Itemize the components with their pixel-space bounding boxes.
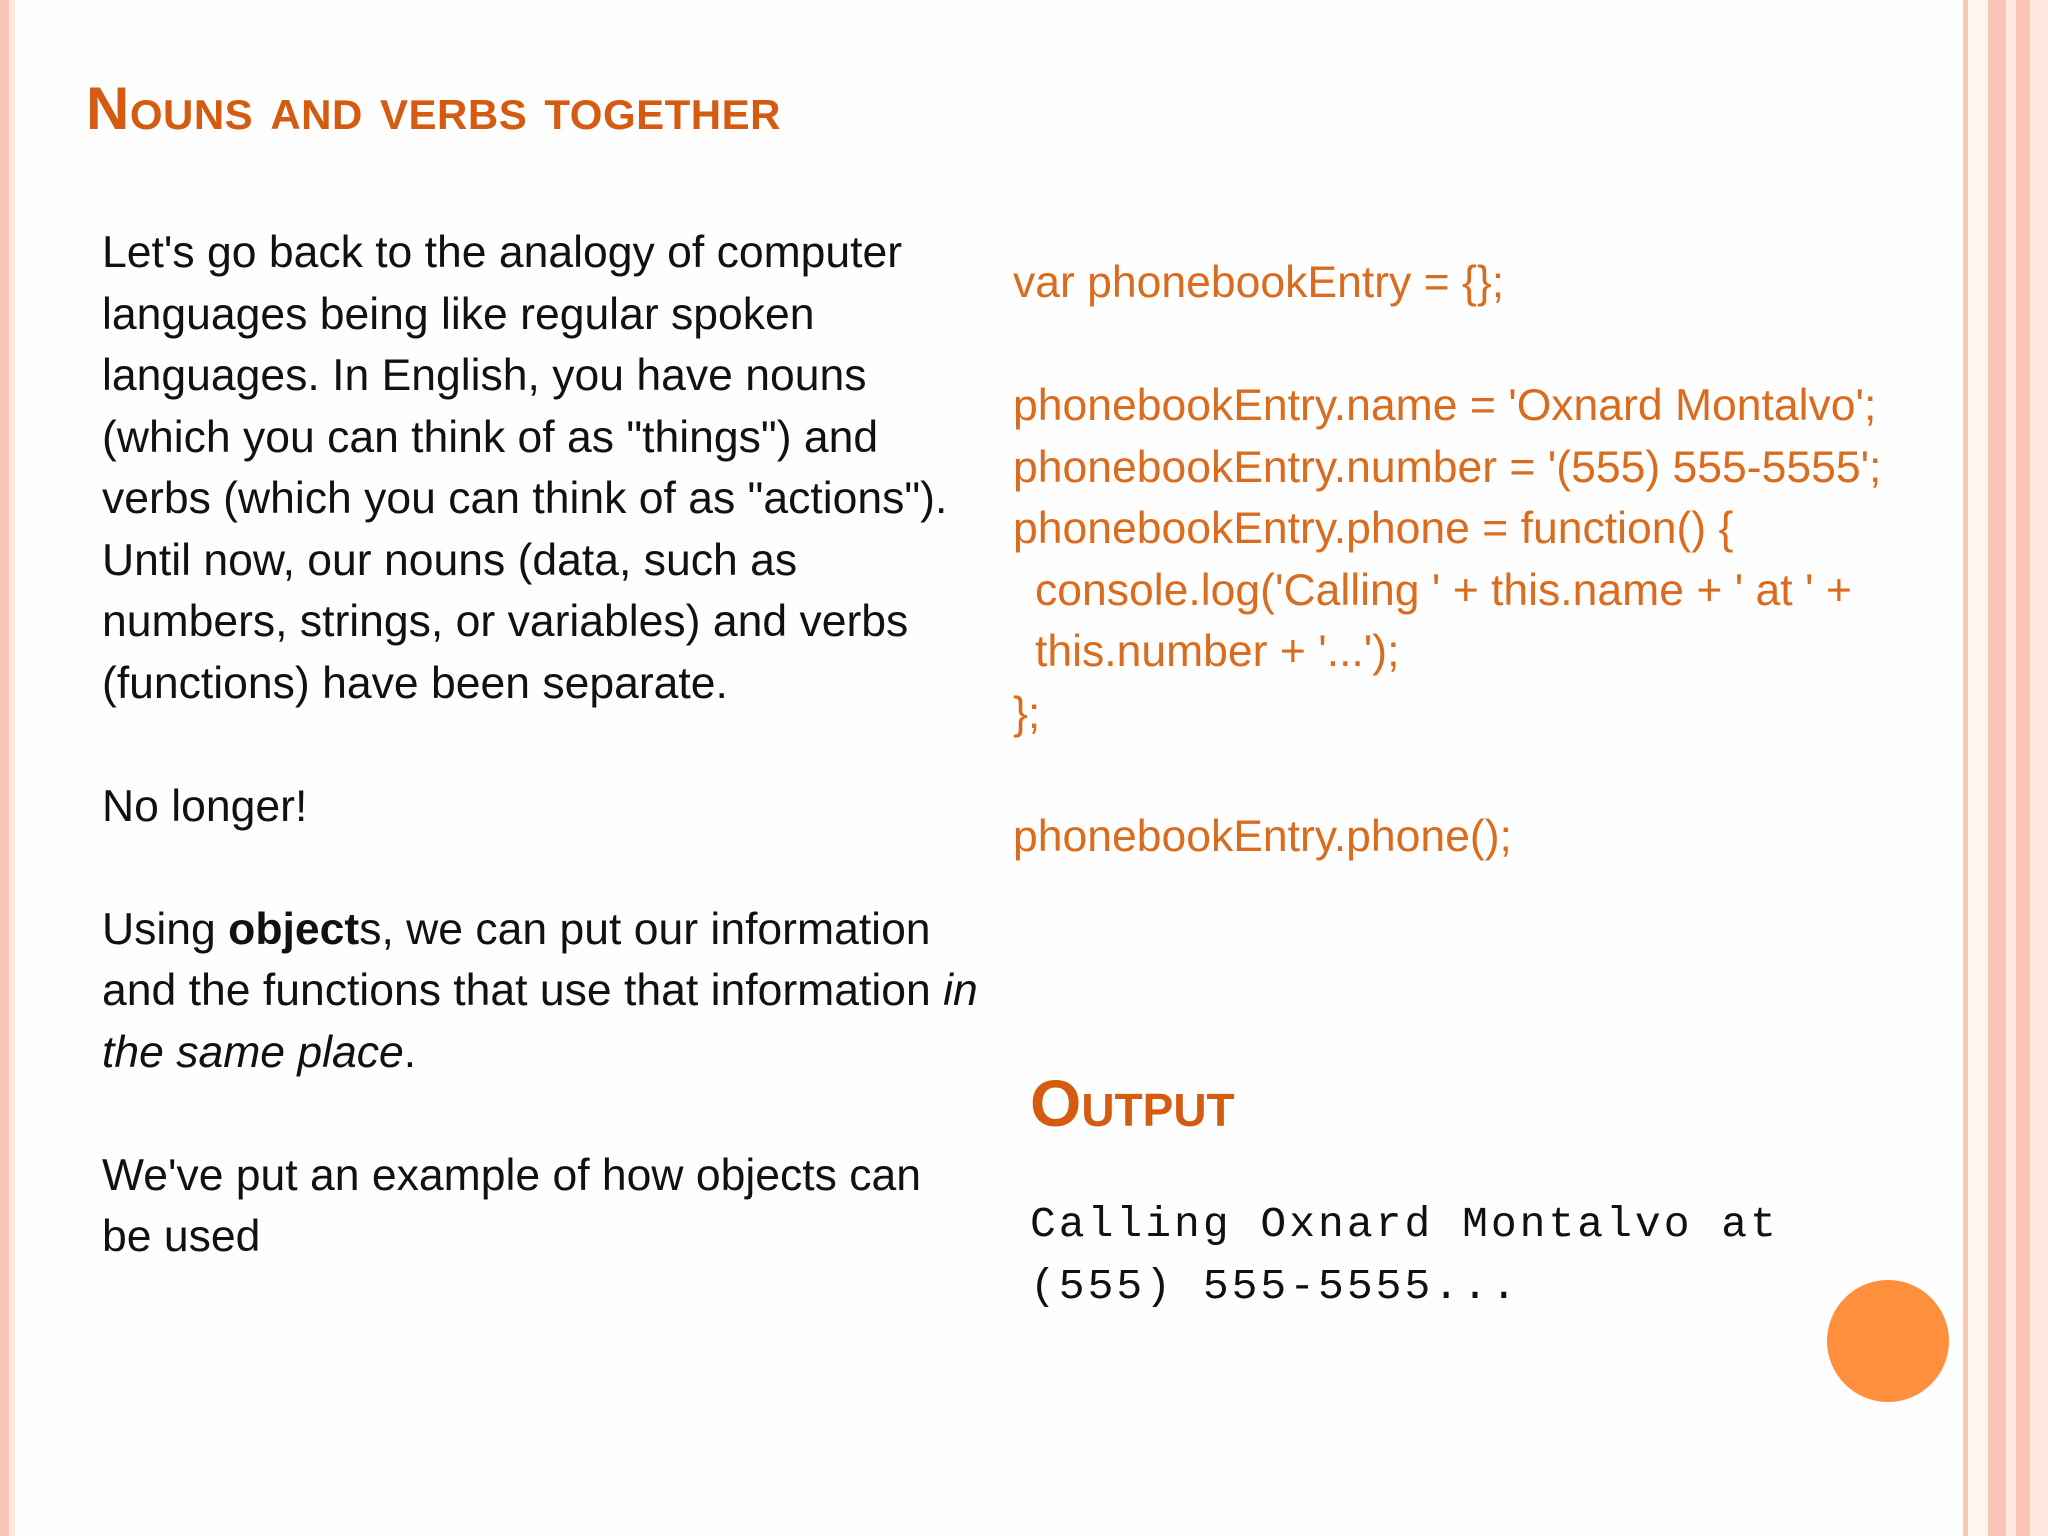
right-border-stripe — [2030, 0, 2048, 1536]
code-line-name: phonebookEntry.name = 'Oxnard Montalvo'; — [1013, 381, 1877, 430]
code-sample — [1013, 252, 1913, 867]
code-blank-line — [1013, 744, 1913, 806]
right-border-stripe — [2016, 0, 2030, 1536]
code-line-console-log: console.log('Calling ' + this.name + ' at ' + this.number + '...'); — [1035, 565, 1852, 676]
output-line-2: (555) 555-5555... — [1030, 1261, 1520, 1311]
output-heading: Output — [1030, 1066, 1235, 1140]
output-line-1: Calling Oxnard Montalvo at — [1030, 1200, 1779, 1249]
code-line-close: }; — [1013, 688, 1041, 738]
intro-paragraph: Let's go back to the analogy of computer languages being like regular spoken languages. In English, you have nouns (which you can think of as "things") and verbs (which you can think of as "actions"). Until now, our nouns (data, such as numbers, strings, or variables) and verbs (functions) have been separate. — [102, 228, 948, 708]
code-blank-line — [1013, 314, 1913, 376]
objects-text-after: s, we can put our information and the functions that use that information — [102, 904, 944, 1015]
right-border-stripe — [1988, 0, 2006, 1536]
output-text — [1030, 1194, 1910, 1317]
example-paragraph: We've put an example of how objects can be used — [102, 1150, 922, 1261]
body-text — [102, 222, 982, 1268]
left-border-stripe-inner — [9, 0, 15, 1536]
code-line-function: phonebookEntry.phone = function() { — [1013, 504, 1734, 553]
right-border-stripe — [2006, 0, 2016, 1536]
decorative-orange-circle — [1827, 1280, 1949, 1402]
right-border-stripe — [1968, 0, 1988, 1536]
code-line-declaration: var phonebookEntry = {}; — [1013, 258, 1505, 307]
slide-title: Nouns and verbs together — [86, 75, 781, 142]
objects-text-end: . — [403, 1027, 417, 1077]
code-line-number: phonebookEntry.number = '(555) 555-5555'; — [1013, 442, 1882, 492]
objects-text-before: Using — [102, 904, 229, 954]
left-border-stripe — [0, 0, 9, 1536]
objects-bold-term: object — [228, 904, 360, 954]
objects-italic-phrase: in the same place — [102, 966, 978, 1077]
objects-paragraph — [102, 899, 982, 1084]
exclamation-paragraph: No longer! — [102, 781, 308, 831]
code-line-call: phonebookEntry.phone(); — [1013, 811, 1512, 861]
